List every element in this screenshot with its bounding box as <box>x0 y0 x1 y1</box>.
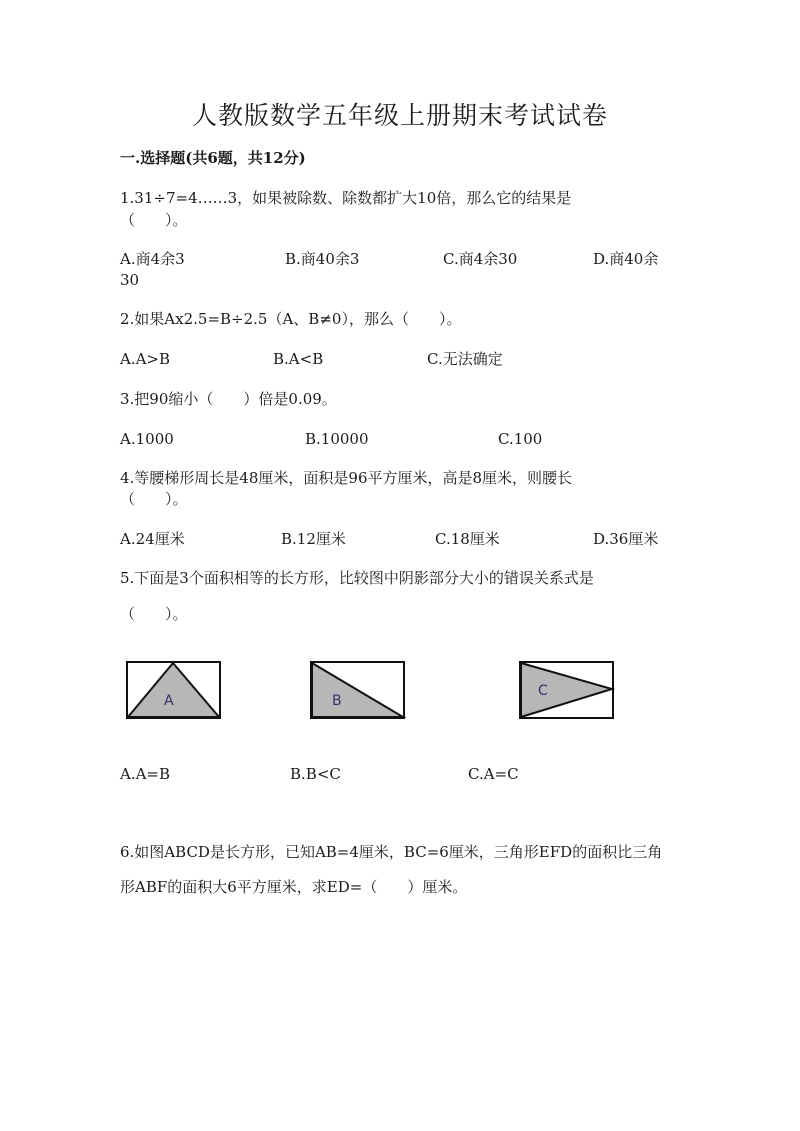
figure-rectangle-c <box>519 660 615 722</box>
q4-option-a: A.24厘米 <box>120 530 185 548</box>
q4-option-d: D.36厘米 <box>593 530 659 548</box>
q1-option-a: A.商4余3 <box>120 250 185 268</box>
figure-rectangle-a <box>126 660 222 722</box>
q2-option-c: C.无法确定 <box>427 350 503 368</box>
question-2-text: 2.如果Ax2.5=B÷2.5（A、B≠0），那么（ ）。 <box>120 310 462 328</box>
q3-option-c: C.100 <box>498 430 543 448</box>
q3-option-a: A.1000 <box>120 430 174 448</box>
question-3-text: 3.把90缩小（ ）倍是0.09。 <box>120 390 337 408</box>
figure-label-c: C <box>538 683 548 699</box>
question-5-blank: （ ）。 <box>120 605 188 623</box>
figure-rectangle-b <box>310 660 406 722</box>
q4-option-c: C.18厘米 <box>435 530 500 548</box>
question-1-blank: （ ）。 <box>120 211 188 229</box>
figure-label-a: A <box>164 693 174 709</box>
q1-option-b: B.商40余3 <box>285 250 360 268</box>
question-4-blank: （ ）。 <box>120 490 188 508</box>
figure-label-b: B <box>332 693 342 709</box>
q3-option-b: B.10000 <box>305 430 369 448</box>
section-heading: 一.选择题(共6题，共12分) <box>120 149 306 167</box>
q1-option-d: D.商40余 <box>593 250 659 268</box>
question-6-text: 6.如图ABCD是长方形，已知AB=4厘米，BC=6厘米，三角形EFD的面积比三角 <box>120 843 663 861</box>
question-6-text-cont: 形ABF的面积大6平方厘米，求ED=（ ）厘米。 <box>120 878 468 896</box>
q2-option-a: A.A>B <box>120 350 171 368</box>
q1-option-c: C.商4余30 <box>443 250 518 268</box>
q5-option-c: C.A=C <box>468 765 519 783</box>
q1-option-d-wrap: 30 <box>120 271 140 289</box>
page-title: 人教版数学五年级上册期末考试试卷 <box>191 101 608 130</box>
question-1-text: 1.31÷7=4……3，如果被除数、除数都扩大10倍，那么它的结果是 <box>120 189 572 207</box>
q4-option-b: B.12厘米 <box>281 530 346 548</box>
question-5-text: 5.下面是3个面积相等的长方形，比较图中阴影部分大小的错误关系式是 <box>120 569 594 587</box>
q2-option-b: B.A<B <box>273 350 324 368</box>
question-4-text: 4.等腰梯形周长是48厘米，面积是96平方厘米，高是8厘米，则腰长 <box>120 469 573 487</box>
q5-option-b: B.B<C <box>290 765 341 783</box>
q5-option-a: A.A=B <box>120 765 171 783</box>
